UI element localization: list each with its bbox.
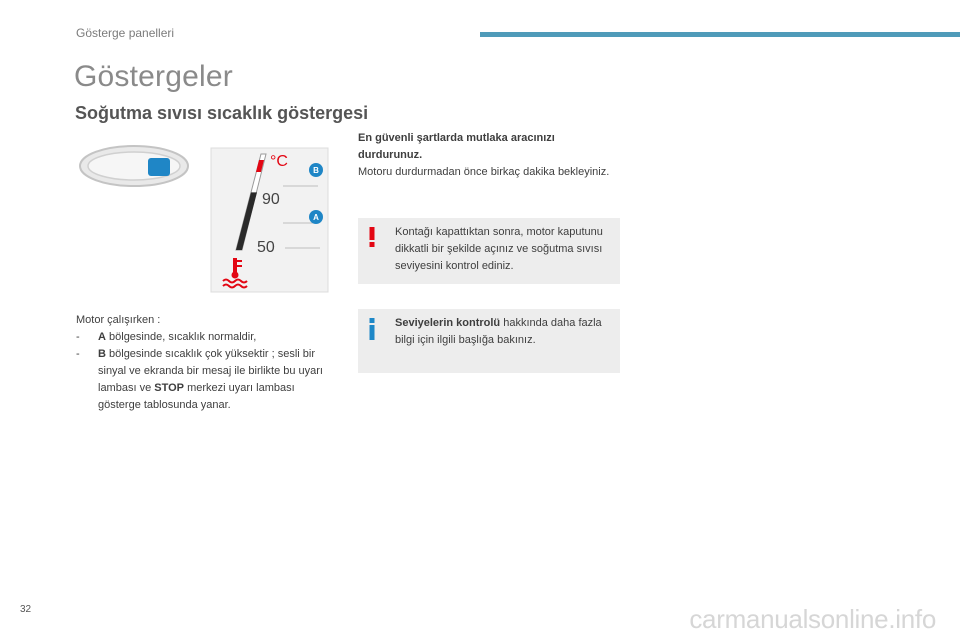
zone-b-text-end: merkezi uyarı lambası gösterge tablosunda yanar. xyxy=(98,382,295,411)
warning-callout-text: Kontağı kapattıktan sonra, motor kaputunu dikkatli bir şekilde açınız ve soğutma sıvısı seviyesini kontrol ediniz. xyxy=(395,226,603,272)
chapter-title: Göstergeler xyxy=(74,60,233,93)
zone-a-text: bölgesinde, sıcaklık normaldir, xyxy=(105,331,257,343)
info-callout-text xyxy=(395,315,617,349)
list-item-b xyxy=(76,346,336,414)
exclamation-icon xyxy=(364,226,380,253)
stop-key: STOP xyxy=(154,382,185,394)
header-bar xyxy=(480,32,960,37)
left-text xyxy=(76,312,336,414)
instrument-cluster-thumbnail xyxy=(76,140,201,302)
gauge-zone-highlight xyxy=(148,158,170,176)
running-header: Gösterge panelleri xyxy=(76,26,175,40)
zone-b-text: bölgesinde sıcaklık çok yüksektir ; sesli bir sinyal ve ekranda bir mesaj ile birlikte bu uyarı lambası ve xyxy=(98,348,323,394)
watermark: carmanualsonline.info xyxy=(689,604,936,634)
section-title: Soğutma sıvısı sıcaklık göstergesi xyxy=(75,103,369,123)
intro-text: Motor çalışırken : xyxy=(76,314,161,326)
info-callout xyxy=(358,309,620,373)
page-number: 32 xyxy=(20,604,32,615)
warning-callout xyxy=(358,218,620,284)
right-text xyxy=(358,130,620,181)
unit-label: °C xyxy=(270,153,288,170)
list-dash: - xyxy=(76,331,80,343)
coolant-gauge-figure xyxy=(76,140,336,302)
warning-text: Motoru durdurmadan önce birkaç dakika bekleyiniz. xyxy=(358,166,610,178)
list-dash: - xyxy=(76,348,80,360)
scale-label-50: 50 xyxy=(257,239,275,256)
zone-key-b: B xyxy=(98,348,106,360)
gauge-detail xyxy=(211,148,328,292)
zone-marker-b-letter: B xyxy=(313,166,319,175)
warning-bold-text: En güvenli şartlarda mutlaka aracınızı durdurunuz. xyxy=(358,132,555,161)
info-text: hakkında daha fazla bilgi için ilgili başlığa bakınız. xyxy=(395,317,602,346)
zone-marker-a-letter: A xyxy=(313,213,319,222)
info-icon xyxy=(364,317,380,346)
list-item-a xyxy=(76,329,336,346)
info-bold: Seviyelerin kontrolü xyxy=(395,317,501,329)
scale-label-90: 90 xyxy=(262,191,280,208)
zone-key-a: A xyxy=(98,331,106,343)
